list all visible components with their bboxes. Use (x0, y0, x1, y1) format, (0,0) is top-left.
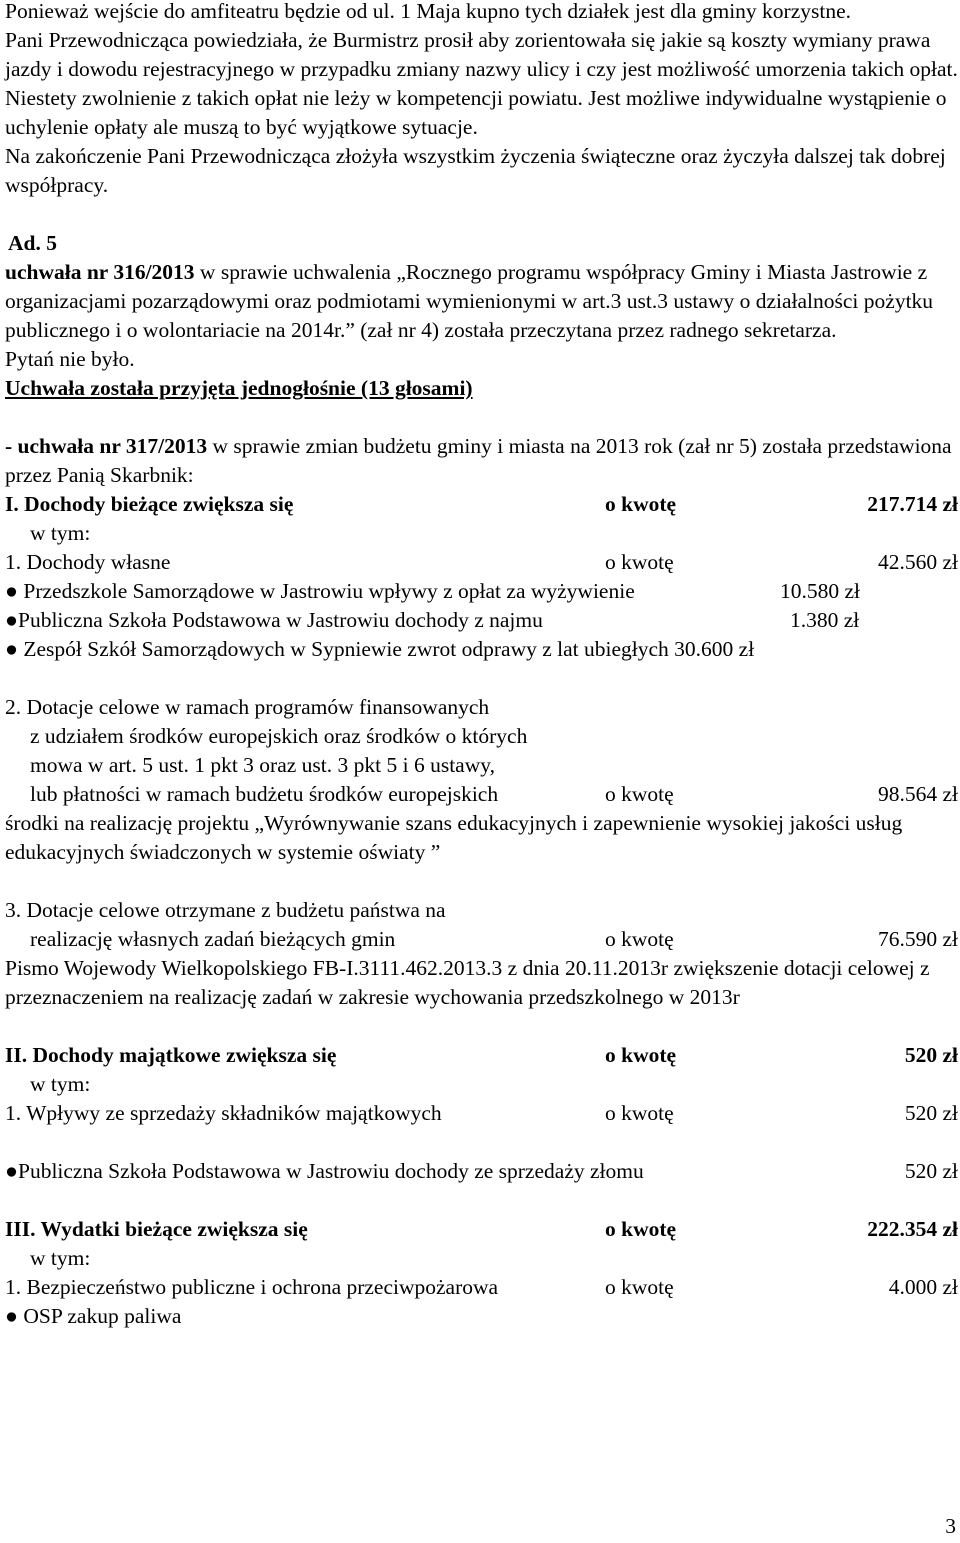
ad5-resolution (5, 258, 958, 345)
ad5-heading: Ad. 5 (8, 231, 57, 255)
section2-wtym: w tym: (30, 1072, 91, 1096)
section1-item2-amount: 98.564 zł (877, 782, 958, 806)
section2-item1-mid: o kwotę (605, 1101, 674, 1125)
section3-item1 (5, 1273, 958, 1302)
section1-item1-label: 1. Dochody własne (5, 550, 171, 574)
section1-bullet2-amount: 1.380 zł (790, 608, 860, 632)
section1-bullet1-label: ● Przedszkole Samorządowe w Jastrowiu wpływy z opłat za wyżywienie (5, 579, 635, 603)
resolution-317 (5, 432, 958, 490)
section2-item1-label: 1. Wpływy ze sprzedaży składników majątkowych (5, 1101, 442, 1125)
section3-item1-amount: 4.000 zł (888, 1275, 958, 1299)
section2-header (5, 1041, 958, 1070)
section1-item2-line4-label: lub płatności w ramach budżetu środków europejskich (30, 782, 499, 806)
section2-item1 (5, 1099, 958, 1128)
section2-bullet1 (5, 1157, 958, 1186)
section3-amount: 222.354 zł (867, 1217, 958, 1241)
section1-item1-amount: 42.560 zł (877, 550, 958, 574)
section3-label: III. Wydatki bieżące zwiększa się (5, 1217, 308, 1241)
section2-label: II. Dochody majątkowe zwiększa się (5, 1043, 337, 1067)
section1-amount: 217.714 zł (867, 492, 958, 516)
section1-bullet1-amount: 10.580 zł (780, 579, 861, 603)
section1-bullet3: ● Zespół Szkół Samorządowych w Sypniewie zwrot odprawy z lat ubiegłych 30.600 zł (5, 637, 755, 661)
section1-item3-line1: 3. Dotacje celowe otrzymane z budżetu państwa na (5, 898, 446, 922)
section1-label: I. Dochody bieżące zwiększa się (5, 492, 294, 516)
intro-paragraph-2: Pani Przewodnicząca powiedziała, że Burmistrz prosił aby zorientowała się jakie są koszty wymiany prawa jazdy i dowodu rejestracyjnego w przypadku zmiany nazwy ulicy i czy jest możliwość umorzenia takich opłat. Niestety zwolnienie z takich opłat nie leży w kompetencji powiatu. Jest możliwe indywidualne wystąpienie o uchylenie opłaty ale muszą to być wyjątkowe sytuacje. (5, 28, 958, 139)
resolution-316-number: uchwała nr 316/2013 (5, 260, 195, 284)
adopted-unanimously: Uchwała została przyjęta jednogłośnie (13 głosami) (5, 376, 473, 400)
section3-mid: o kwotę (605, 1217, 677, 1241)
section1-bullet2-label: ●Publiczna Szkoła Podstawowa w Jastrowiu dochody z najmu (5, 608, 543, 632)
section1-item2-line4 (5, 780, 958, 809)
section3-bullet1: ● OSP zakup paliwa (5, 1304, 182, 1328)
section1-header (5, 490, 958, 519)
intro-paragraph-1: Ponieważ wejście do amfiteatru będzie od ul. 1 Maja kupno tych działek jest dla gminy korzystne. (5, 0, 852, 23)
section1-item3-mid: o kwotę (605, 927, 674, 951)
section2-item1-amount: 520 zł (904, 1101, 958, 1125)
intro-paragraph-3: Na zakończenie Pani Przewodnicząca złożyła wszystkim życzenia świąteczne oraz życzyła dalszej tak dobrej współpracy. (5, 144, 946, 197)
section2-bullet1-label: ●Publiczna Szkoła Podstawowa w Jastrowiu dochody ze sprzedaży złomu (5, 1159, 644, 1183)
section1-wtym: w tym: (30, 521, 91, 545)
resolution-317-number: - uchwała nr 317/2013 (5, 434, 208, 458)
section1-mid: o kwotę (605, 492, 677, 516)
section1-bullet2 (5, 606, 958, 635)
section1-item2-description: środki na realizację projektu „Wyrównywanie szans edukacyjnych i zapewnienie wysokiej jakości usług edukacyjnych świadczonych w systemie oświaty ” (5, 811, 903, 864)
section2-amount: 520 zł (904, 1043, 958, 1067)
section1-item2-mid: o kwotę (605, 782, 674, 806)
section1-item1 (5, 548, 958, 577)
no-questions: Pytań nie było. (5, 347, 135, 371)
section1-item2-line3: mowa w art. 5 ust. 1 pkt 3 oraz ust. 3 pkt 5 i 6 ustawy, (30, 753, 495, 777)
section3-header (5, 1215, 958, 1244)
section1-item1-mid: o kwotę (605, 550, 674, 574)
section1-item2-line1: 2. Dotacje celowe w ramach programów finansowanych (5, 695, 490, 719)
document-page (5, 0, 958, 1331)
section2-mid: o kwotę (605, 1043, 677, 1067)
section3-item1-label: 1. Bezpieczeństwo publiczne i ochrona przeciwpożarowa (5, 1275, 499, 1299)
section2-bullet1-amount: 520 zł (904, 1159, 958, 1183)
section1-bullet1 (5, 577, 958, 606)
section1-item2-line2: z udziałem środków europejskich oraz środków o których (30, 724, 528, 748)
section3-item1-mid: o kwotę (605, 1275, 674, 1299)
resolution-317-text: w sprawie zmian budżetu gminy i miasta na 2013 rok (zał nr 5) została przedstawiona przez Panią Skarbnik: (5, 434, 952, 487)
resolution-316-text: w sprawie uchwalenia „Rocznego programu współpracy Gminy i Miasta Jastrowie z organizacjami pozarządowymi oraz podmiotami wymienionymi w art.3 ust.3 ustawy o działalności pożytku publicznego i o wolontariacie na 2014r.” (zał nr 4) została przeczytana przez radnego sekretarza. (5, 260, 934, 342)
section3-wtym: w tym: (30, 1246, 91, 1270)
section1-item3-line2-label: realizację własnych zadań bieżących gmin (30, 927, 396, 951)
section1-item3-description: Pismo Wojewody Wielkopolskiego FB-I.3111.462.2013.3 z dnia 20.11.2013r zwiększenie dotacji celowej z przeznaczeniem na realizację zadań w zakresie wychowania przedszkolnego w 2013r (5, 956, 930, 1009)
section1-item3-amount: 76.590 zł (877, 927, 958, 951)
page-number: 3 (945, 1514, 956, 1538)
section1-item3-line2 (5, 925, 958, 954)
